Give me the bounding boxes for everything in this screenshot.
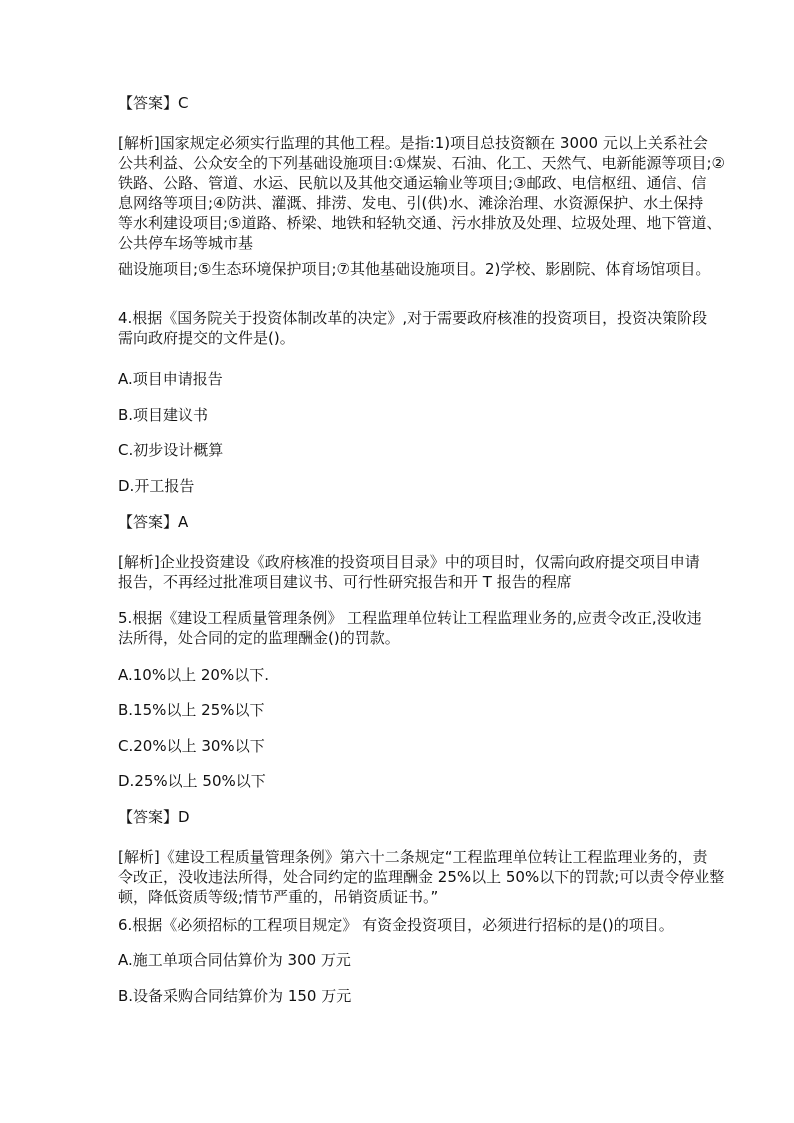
text-line: A.施工单项合同估算价为 300 万元 xyxy=(118,951,351,969)
text-line: 法所得，处合同的定的监理酬金()的罚款。 xyxy=(118,629,400,647)
text-line: D.25%以上 50%以下 xyxy=(118,772,266,790)
text-line: [解析]企业投资建设《政府核准的投资项目目录》中的项目时，仅需向政府提交项目申请 xyxy=(118,553,700,571)
text-line: 等水利建设项目;⑤道路、桥梁、地铁和轻轨交通、污水排放及处理、垃圾处理、地下管道、 xyxy=(118,214,722,232)
text-line: B.设备采购合同结算价为 150 万元 xyxy=(118,987,352,1005)
text-line: 5.根据《建设工程质量管理条例》 工程监理单位转让工程监理业务的,应责令改正,没收违 xyxy=(118,609,702,627)
text-line: 【答案】A xyxy=(118,513,189,531)
text-line: A.项目申请报告 xyxy=(118,370,223,388)
text-line: D.开工报告 xyxy=(118,477,195,495)
text-line: 铁路、公路、管道、水运、民航以及其他交通运输业等项目;③邮政、电信枢纽、通信、信 xyxy=(118,174,707,192)
text-line: 公共停车场等城市基 xyxy=(118,234,254,252)
text-line: B.15%以上 25%以下 xyxy=(118,701,265,719)
text-line: C.20%以上 30%以下 xyxy=(118,737,265,755)
text-line: [解析]《建设工程质量管理条例》第六十二条规定“工程监理单位转让工程监理业务的，责 xyxy=(118,848,708,866)
text-line: 令改正，没收违法所得，处合同约定的监理酬金 25%以上 50%以下的罚款;可以责令停业整 xyxy=(118,868,725,886)
text-line: 需向政府提交的文件是()。 xyxy=(118,329,295,347)
text-line: B.项目建议书 xyxy=(118,406,209,424)
text-line: 【答案】C xyxy=(118,94,189,112)
text-line: C.初步设计概算 xyxy=(118,441,224,459)
text-line: 公共利益、公众安全的下列基础设施项目:①煤炭、石油、化工、天然气、电新能源等项目;② xyxy=(118,154,726,172)
text-line: [解析]国家规定必须实行监理的其他工程。是指:1)项目总技资额在 3000 元以上关系社会 xyxy=(118,134,708,152)
text-line: 础设施项目;⑤生态环境保护项目;⑦其他基础设施项目。2)学校、影剧院、体育场馆项目。 xyxy=(118,260,711,278)
text-line: 4.根据《国务院关于投资体制改革的决定》,对于需要政府核准的投资项目，投资决策阶段 xyxy=(118,309,708,327)
text-line: 顿，降低资质等级;情节严重的，吊销资质证书。” xyxy=(118,888,439,906)
text-line: A.10%以上 20%以下. xyxy=(118,666,269,684)
text-line: 6.根据《必须招标的工程项目规定》 有资金投资项目，必须进行招标的是()的项目。 xyxy=(118,916,674,934)
text-line: 息网络等项目;④防洪、灌溉、排涝、发电、引(供)水、滩涂治理、水资源保护、水土保持 xyxy=(118,194,704,212)
text-line: 【答案】D xyxy=(118,808,190,826)
text-line: 报告，不再经过批准项目建议书、可行性研究报告和开 T 报告的程席 xyxy=(118,573,572,591)
